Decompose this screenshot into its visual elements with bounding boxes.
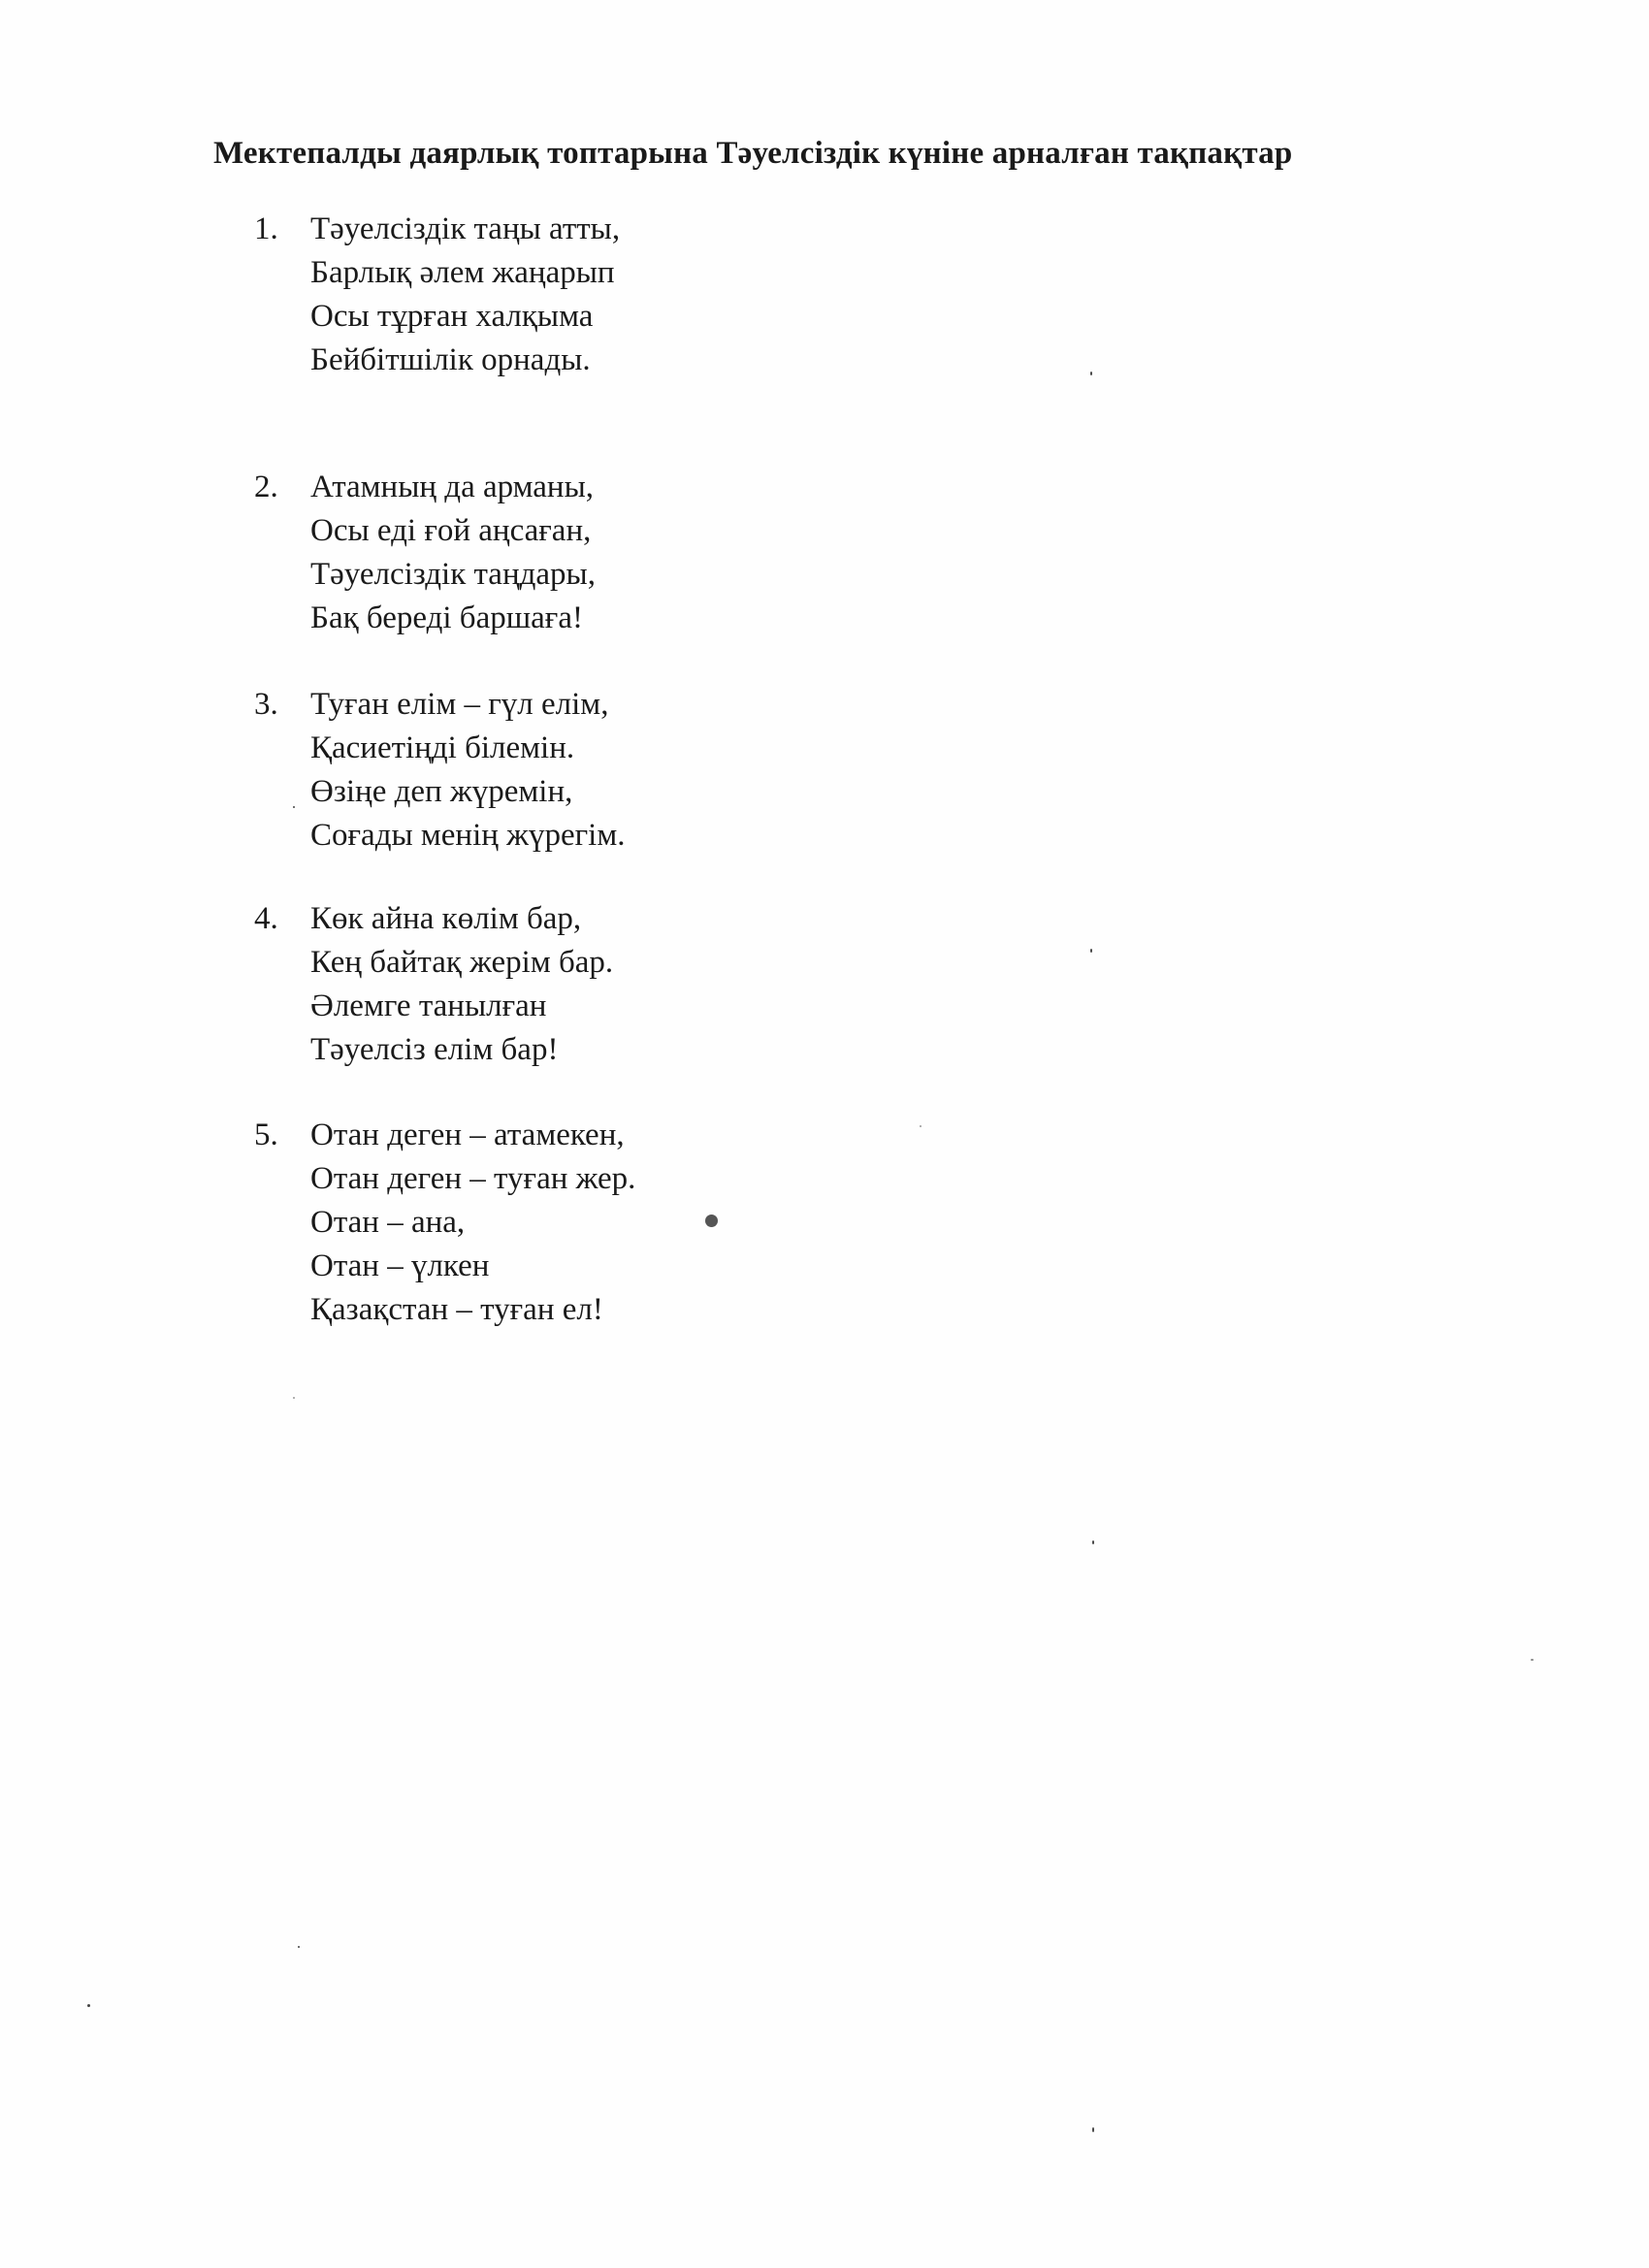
scan-speck — [1090, 949, 1092, 953]
poem-line: Атамның да арманы, — [310, 470, 595, 504]
poem-line: Әлемге танылған — [310, 988, 547, 1023]
poem-line: Қасиетіңді білемін. — [310, 730, 575, 765]
scan-speck — [293, 806, 295, 808]
poem-line: Соғады менің жүрегім. — [310, 818, 626, 853]
poem-line: Отан – үлкен — [310, 1248, 490, 1283]
poem-line: Қазақстан – туған ел! — [310, 1292, 603, 1327]
scan-speck — [1090, 372, 1092, 375]
poem-line: Туған елім – гүл елім, — [310, 687, 609, 722]
document-title: Мектепалды даярлық топтарына Тәуелсіздік күніне арналған тақпақтар — [213, 136, 1293, 171]
poem-line: Осы еді ғой аңсаған, — [310, 513, 592, 548]
poem-line: Тәуелсіздік таңы атты, — [310, 211, 621, 246]
scan-speck — [1092, 2127, 1094, 2132]
poem-line: Отан деген – атамекен, — [310, 1118, 625, 1152]
scan-speck — [1531, 1659, 1534, 1661]
poem-line: Тәуелсіздік таңдары, — [310, 557, 596, 592]
scan-speck — [298, 1946, 300, 1948]
poem-number: 2. — [254, 470, 278, 504]
poem-line: Көк айна көлім бар, — [310, 901, 582, 936]
scan-speck — [705, 1215, 718, 1227]
poem-line: Бейбітшілік орнады. — [310, 342, 591, 377]
poem-line: Отан – ана, — [310, 1205, 466, 1240]
poem-number: 5. — [254, 1118, 278, 1152]
poem-line: Кең байтақ жерім бар. — [310, 945, 614, 980]
poem-number: 3. — [254, 687, 278, 722]
scan-speck — [920, 1125, 922, 1127]
poem-lines — [310, 897, 613, 1072]
poem-line: Отан деген – туған жер. — [310, 1161, 636, 1196]
scan-speck — [87, 2004, 90, 2007]
poem-lines — [310, 1114, 635, 1332]
poem-line: Бақ береді баршаға! — [310, 600, 583, 635]
poem-line: Осы тұрған халқыма — [310, 299, 594, 334]
scan-speck — [293, 1397, 295, 1399]
poem-lines — [310, 208, 620, 382]
poem-number: 1. — [254, 211, 278, 246]
poem-line: Тәуелсіз елім бар! — [310, 1032, 559, 1067]
poem-lines — [310, 466, 596, 640]
poem-line: Өзіңе деп жүремін, — [310, 774, 573, 809]
poem-number: 4. — [254, 901, 278, 936]
poem-line: Барлық әлем жаңарып — [310, 255, 615, 290]
poem-lines — [310, 683, 625, 858]
scan-speck — [1092, 1540, 1094, 1544]
